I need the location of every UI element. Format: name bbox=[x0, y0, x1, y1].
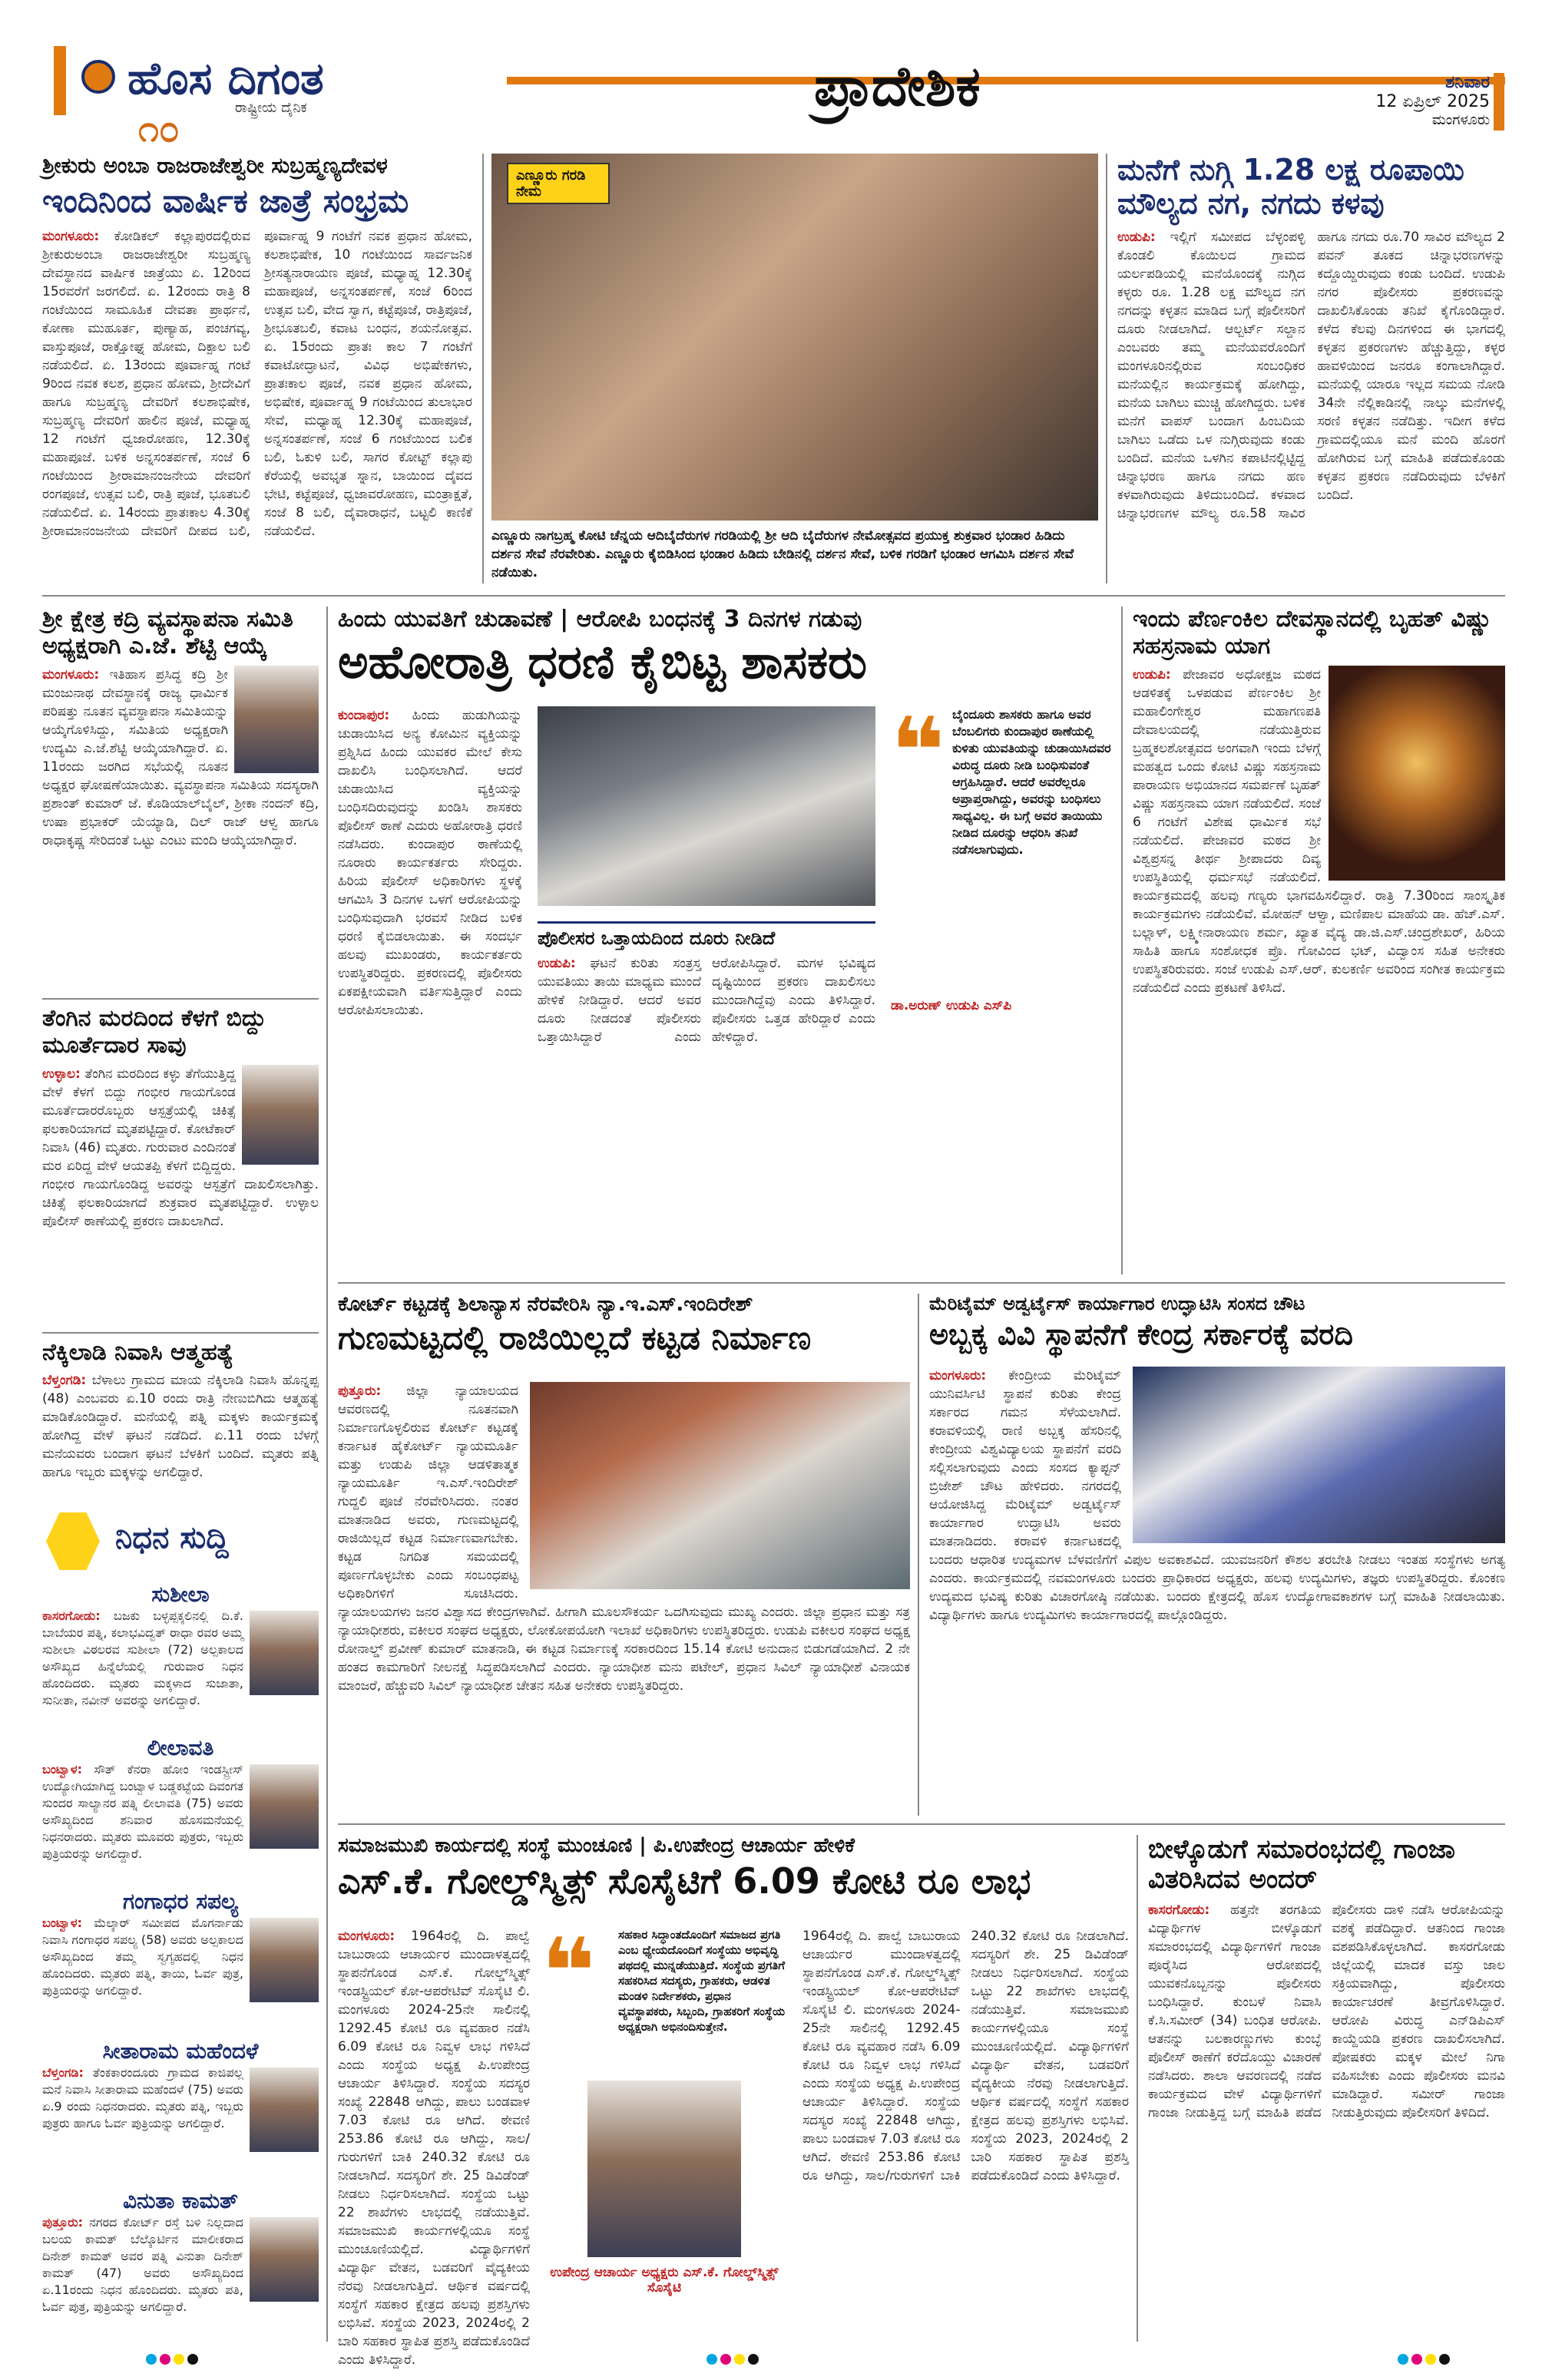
dateline: ಮಂಗಳೂರು: bbox=[929, 1368, 987, 1383]
dateline: ಪುತ್ತೂರು: bbox=[338, 1383, 382, 1399]
yellow-dot bbox=[174, 2354, 184, 2365]
quote-icon: ❝ bbox=[541, 1919, 596, 2026]
dateline: ಉಡುಪಿ: bbox=[1133, 667, 1171, 683]
quote-author: ಡಾ.ಅರುಣ್ ಉಡುಪಿ ಎಸ್‌ಪಿ bbox=[891, 998, 1012, 1013]
obituary-text: ಮೆಲ್ಕಾರ್ ಸಮೀಪದ ಮೊಗರ್ನಾಡು ನಿವಾಸಿ ಗಂಗಾಧರ ಸಪಲ್ಯ (58) ಅವರು ಅಲ್ಪಕಾಲದ ಅಸೌಖ್ಯದಿಂದ ತಮ್ಮ ಸ್ವಗೃಹದಲ್ಲಿ ನಿಧನ ಹೊಂದಿದರು. ಮೃತರು ಪತ್ನಿ, ತಾಯಿ, ಓರ್ವ ಪುತ್ರ, ಪುತ್ರಿಯರನ್ನು ಅಗಲಿದ್ದಾರೆ. bbox=[42, 1916, 243, 1998]
article-goldsmiths bbox=[338, 1834, 1129, 2368]
obituary-name: ಸೀತಾರಾಮ ಮಹೆಂದಳೆ bbox=[102, 2038, 259, 2064]
article-text: ಹಿಂದು ಹುಡುಗಿಯನ್ನು ಚುಡಾಯಿಸಿದ ಅನ್ಯ ಕೋಮಿನ ವ್ಯಕ್ತಿಯನ್ನು ಪ್ರಶ್ನಿಸಿದ ಹಿಂದು ಯುವಕರ ಮೇಲೆ ಕೇಸು ದಾಖಲಿಸಿ ಬಂಧಿಸಲಾಗಿದೆ. ಆದರೆ ಚುಡಾಯಿಸಿದ ವ್ಯಕ್ತಿಯನ್ನು ಬಂಧಿಸದಿರುವುದನ್ನು ಖಂಡಿಸಿ ಶಾಸಕರು ಪೊಲೀಸ್ ಠಾಣೆ ಎದುರು ಅಹೋರಾತ್ರಿ ಧರಣಿ ನಡೆಸಿದರು. ಕುಂದಾಪುರ ಠಾಣೆಯಲ್ಲಿ ನೂರಾರು ಕಾರ್ಯಕರ್ತರು ಸೇರಿದ್ದರು. ಹಿರಿಯ ಪೊಲೀಸ್ ಅಧಿಕಾರಿಗಳು ಸ್ಥಳಕ್ಕೆ ಆಗಮಿಸಿ 3 ದಿನಗಳ ಒಳಗೆ ಆರೋಪಿಯನ್ನು ಬಂಧಿಸುವುದಾಗಿ ಭರವಸೆ ನೀಡಿದ ಬಳಿಕ ಧರಣಿ ಕೈಬಿಡಲಾಯಿತು. ಈ ಸಂದರ್ಭ ಹಲವು ಮುಖಂಡರು, ಕಾರ್ಯಕರ್ತರು ಉಪಸ್ಥಿತರಿದ್ದರು. ಪ್ರಕರಣದಲ್ಲಿ ಪೊಲೀಸರು ಏಕಪಕ್ಷೀಯವಾಗಿ ವರ್ತಿಸುತ್ತಿದ್ದಾರೆ ಎಂದು ಆರೋಪಿಸಲಾಯಿತು. bbox=[338, 708, 522, 1018]
article-body bbox=[42, 1371, 319, 1498]
row-rule bbox=[42, 1332, 319, 1334]
date-block bbox=[1329, 73, 1490, 128]
obituary-item bbox=[42, 2038, 319, 2188]
article-headline: ತೆಂಗಿನ ಮರದಿಂದ ಕೆಳಗೆ ಬಿದ್ದು ಮೂರ್ತೆದಾರ ಸಾವು bbox=[42, 1005, 266, 1059]
edition-city: ಮಂಗಳೂರು bbox=[1431, 111, 1490, 128]
photo-tag: ಎಣ್ಣೂರು ಗರಡಿ ನೇಮ bbox=[507, 163, 610, 204]
quote-text: ಸಹಕಾರ ಸಿದ್ಧಾಂತದೊಂದಿಗೆ ಸಮಾಜದ ಪ್ರಗತಿ ಎಂಬ ಧ್ಯೇಯದೊಂದಿಗೆ ಸಂಸ್ಥೆಯು ಅಭಿವೃದ್ಧಿ ಪಥದಲ್ಲಿ ಮುನ್ನಡೆಯುತ್ತಿದೆ. ಸಂಸ್ಥೆಯ ಪ್ರಗತಿಗೆ ಸಹಕರಿಸಿದ ಸದಸ್ಯರು, ಗ್ರಾಹಕರು, ಆಡಳಿತ ಮಂಡಳಿ ನಿರ್ದೇಶಕರು, ಪ್ರಧಾನ ವ್ಯವಸ್ಥಾಪಕರು, ಸಿಬ್ಬಂದಿ, ಗ್ರಾಹಕರಿಗೆ ಸಂಸ್ಥೆಯ ಅಧ್ಯಕ್ಷರಾಗಿ ಅಭಿನಂದಿಸುತ್ತೇನೆ. bbox=[618, 1928, 786, 2034]
article-kicker: ಸಮಾಜಮುಖಿ ಕಾರ್ಯದಲ್ಲಿ ಸಂಸ್ಥೆ ಮುಂಚೂಣಿ | ಪಿ.ಉಪೇಂದ್ರ ಆಚಾರ್ಯ ಹೇಳಿಕೆ bbox=[338, 1834, 855, 1857]
quote-text: ಬೈಂದೂರು ಶಾಸಕರು ಹಾಗೂ ಅವರ ಬೆಂಬಲಿಗರು ಕುಂದಾಪುರ ಠಾಣೆಯಲ್ಲಿ ಕುಳಿತು ಯುವತಿಯನ್ನು ಚುಡಾಯಿಸಿದವರ ವಿರುದ್ಧ ದೂರು ನೀಡಿ ಬಂಧಿಸುವಂತೆ ಆಗ್ರಹಿಸಿದ್ದಾರೆ. ಆದರೆ ಅವರೆಲ್ಲರೂ ಅಪ್ರಾಪ್ತರಾಗಿದ್ದು, ಅವರನ್ನು ಬಂಧಿಸಲು ಸಾಧ್ಯವಿಲ್ಲ. ಈ ಬಗ್ಗೆ ಅವರ ತಾಯಿಯು ನೀಡಿದ ದೂರನ್ನು ಆಧರಿಸಿ ತನಿಖೆ ನಡೆಸಲಾಗುವುದು. bbox=[952, 707, 1111, 857]
obituary-photo bbox=[250, 2068, 319, 2152]
article-headline: ಶ್ರೀ ಕ್ಷೇತ್ರ ಕದ್ರಿ ವ್ಯವಸ್ಥಾಪನಾ ಸಮಿತಿ ಅಧ್ಯಕ್ಷರಾಗಿ ಎ.ಜೆ. ಶೆಟ್ಟಿ ಆಯ್ಕೆ bbox=[42, 606, 293, 659]
obituary-item bbox=[42, 1735, 319, 1889]
dateline: ಬೆಳ್ತಂಗಡಿ: bbox=[42, 2065, 84, 2080]
article-maritime bbox=[929, 1294, 1505, 1816]
article-headline: ಇಂದು ಪೆರ್ಣಂಕಿಲ ದೇವಸ್ಥಾನದಲ್ಲಿ ಬೃಹತ್ ವಿಷ್ಣು ಸಹಸ್ರನಾಮ ಯಾಗ bbox=[1133, 606, 1493, 659]
logo-name: ಹೊಸ ದಿಗಂತ bbox=[127, 52, 324, 104]
idol-photo bbox=[1329, 666, 1505, 881]
article-text-continued: 1964ರಲ್ಲಿ ದಿ. ಪಾಲ್ವೆ ಬಾಬುರಾಯ ಆಚಾರ್ಯರ ಮುಂದಾಳತ್ವದಲ್ಲಿ ಸ್ಥಾಪನೆಗೊಂಡ ಎಸ್.ಕೆ. ಗೋಲ್ಡ್‌ಸ್ಮಿತ್ಸ್ ಇಂಡಸ್ಟ್ರಿಯಲ್ ಕೋ-ಆಪರೇಟಿವ್ ಸೊಸೈಟಿ ಲಿ. ಮಂಗಳೂರು 2024-25ನೇ ಸಾಲಿನಲ್ಲಿ 1292.45 ಕೋಟಿ ರೂ ವ್ಯವಹಾರ ನಡೆಸಿ 6.09 ಕೋಟಿ ರೂ ನಿವ್ವಳ ಲಾಭ ಗಳಿಸಿದೆ ಎಂದು ಸಂಸ್ಥೆಯ ಅಧ್ಯಕ್ಷ ಪಿ.ಉಪೇಂದ್ರ ಆಚಾರ್ಯ ತಿಳಿಸಿದ್ದಾರೆ. ಸಂಸ್ಥೆಯ ಸದಸ್ಯರ ಸಂಖ್ಯೆ 22848 ಆಗಿದ್ದು, ಪಾಲು ಬಂಡವಾಳ 7.03 ಕೋಟಿ ರೂ ಆಗಿದೆ. ಠೇವಣಿ 253.86 ಕೋಟಿ ರೂ ಆಗಿದ್ದು, ಸಾಲ/ಗುರುಗಳಿಗೆ ಬಾಕಿ 240.32 ಕೋಟಿ ರೂ ನೀಡಲಾಗಿದೆ. ಸದಸ್ಯರಿಗೆ ಶೇ. 25 ಡಿವಿಡೆಂಡ್ ನೀಡಲು ನಿರ್ಧರಿಸಲಾಗಿದೆ. ಸಂಸ್ಥೆಯ ಒಟ್ಟು 22 ಶಾಖೆಗಳು ಲಾಭದಲ್ಲಿ ನಡೆಯುತ್ತಿವೆ. ಸಮಾಜಮುಖಿ ಕಾರ್ಯಗಳಲ್ಲಿಯೂ ಸಂಸ್ಥೆ ಮುಂಚೂಣಿಯಲ್ಲಿದೆ. ವಿದ್ಯಾರ್ಥಿಗಳಿಗೆ ವಿದ್ಯಾರ್ಥಿ ವೇತನ, ಬಡವರಿಗೆ ವೈದ್ಯಕೀಯ ನೆರವು ನೀಡಲಾಗುತ್ತಿದೆ. ಆರ್ಥಿಕ ವರ್ಷದಲ್ಲಿ ಸಂಸ್ಥೆಗೆ ಸಹಕಾರ ಕ್ಷೇತ್ರದ ಹಲವು ಪ್ರಶಸ್ತಿಗಳು ಲಭಿಸಿವೆ. ಸಂಸ್ಥೆಯ 2023, 2024ರಲ್ಲಿ 2 ಬಾರಿ ಸಹಕಾರ ಸ್ಥಾಪಿತ ಪ್ರಶಸ್ತಿ ಪಡೆದುಕೊಂಡಿದೆ ಎಂದು ತಿಳಿಸಿದ್ದಾರೆ. bbox=[802, 1929, 1129, 2183]
article-text: ಹತ್ತನೇ ತರಗತಿಯ ವಿದ್ಯಾರ್ಥಿಗಳ ಬೀಳ್ಕೊಡುಗೆ ಸಮಾರಂಭದಲ್ಲಿ ವಿದ್ಯಾರ್ಥಿಗಳಿಗೆ ಗಾಂಜಾ ಪೂರೈಸಿದ ಆರೋಪದಲ್ಲಿ ಯುವಕನೊಬ್ಬನನ್ನು ಪೊಲೀಸರು ಬಂಧಿಸಿದ್ದಾರೆ. ಕುಂಬಳೆ ನಿವಾಸಿ ಕೆ.ಸಿ.ಸಮೀರ್ (34) ಬಂಧಿತ ಆರೋಪಿ. ಆತನನ್ನು ಬಲಕಾರಣ್ಣುಗಳು ಕುಂಬ್ಳೆ ಪೊಲೀಸ್ ಠಾಣೆಗೆ ಕರೆದೊಯ್ದು ವಿಚಾರಣೆ ನಡೆಸಿದರು. ಶಾಲಾ ಆವರಣದಲ್ಲಿ ನಡೆದ ಕಾರ್ಯಕ್ರಮದ ವೇಳೆ ವಿದ್ಯಾರ್ಥಿಗಳಿಗೆ ಗಾಂಜಾ ನೀಡುತ್ತಿದ್ದ ಬಗ್ಗೆ ಮಾಹಿತಿ ಪಡೆದ ಪೊಲೀಸರು ದಾಳಿ ನಡೆಸಿ ಆರೋಪಿಯನ್ನು ವಶಕ್ಕೆ ಪಡೆದಿದ್ದಾರೆ. ಆತನಿಂದ ಗಾಂಜಾ ವಶಪಡಿಸಿಕೊಳ್ಳಲಾಗಿದೆ. ಕಾಸರಗೋಡು ಜಿಲ್ಲೆಯಲ್ಲಿ ಮಾದಕ ವಸ್ತು ಜಾಲ ಸಕ್ರಿಯವಾಗಿದ್ದು, ಪೊಲೀಸರು ಕಾರ್ಯಾಚರಣೆ ತೀವ್ರಗೊಳಿಸಿದ್ದಾರೆ. ಆರೋಪಿ ವಿರುದ್ಧ ಎನ್‌ಡಿಪಿಎಸ್ ಕಾಯ್ದೆಯಡಿ ಪ್ರಕರಣ ದಾಖಲಿಸಲಾಗಿದೆ. ಪೋಷಕರು ಮಕ್ಕಳ ಮೇಲೆ ನಿಗಾ ವಹಿಸಬೇಕು ಎಂದು ಪೊಲೀಸರು ಮನವಿ ಮಾಡಿದ್ದಾರೆ. ಸಮೀರ್ ಗಾಂಜಾ ನೀಡುತ್ತಿರುವುದು ಪೊಲೀಸರಿಗೆ ತಿಳಿದಿದೆ. bbox=[1148, 1902, 1505, 2121]
obituary-item bbox=[42, 2188, 319, 2338]
article-garadi-photo bbox=[491, 154, 1098, 583]
dateline: ಕುಂದಾಪುರ: bbox=[338, 708, 390, 723]
article-kicker: ಹಿಂದು ಯುವತಿಗೆ ಚುಡಾವಣೆ | ಆರೋಪಿ ಬಂಧನಕ್ಕೆ 3 ದಿನಗಳ ಗಡುವು bbox=[338, 606, 862, 633]
dateline: ಉಡುಪಿ: bbox=[1117, 230, 1156, 246]
article-body-left bbox=[338, 706, 522, 1267]
registration-marks-left bbox=[146, 2353, 201, 2368]
column-rule bbox=[482, 154, 484, 583]
article-suicide bbox=[42, 1340, 319, 1501]
obituary-text: ನಗರದ ಕೋರ್ಟ್ ರಸ್ತೆ ಬಳಿ ನಿಲ್ಲದಾದ ಬಲಯ ಕಾಮತ್ ಬೆಲ್ಕೊರ್ಟಿನ ಮಾಲೀಕರಾದ ದಿನೇಶ್ ಕಾಮತ್ ಅವರ ಪತ್ನಿ ವಿನುತಾ ದಿನೇಶ್ ಕಾಮತ್ (47) ಅವರು ಅಸೌಖ್ಯದಿಂದ ಏ.11ರಂದು ನಿಧನ ಹೊಂದಿದರು. ಮೃತರು ಪತಿ, ಓರ್ವ ಪುತ್ರ, ಪುತ್ರಿಯನ್ನು ಅಗಲಿದ್ದಾರೆ. bbox=[42, 2215, 243, 2314]
article-headline: ಬೀಳ್ಕೊಡುಗೆ ಸಮಾರಂಭದಲ್ಲಿ ಗಾಂಜಾ ವಿತರಿಸಿದವ ಅಂದರ್ bbox=[1148, 1834, 1455, 1896]
article-headline: ಅಬ್ಬಕ್ಕ ವಿವಿ ಸ್ಥಾಪನೆಗೆ ಕೇಂದ್ರ ಸರ್ಕಾರಕ್ಕೆ ವರದಿ bbox=[929, 1317, 1353, 1351]
dateline: ಬೆಳ್ತಂಗಡಿ: bbox=[42, 1372, 87, 1388]
black-dot bbox=[1439, 2354, 1450, 2365]
obituary-photo bbox=[250, 1764, 319, 1849]
quote-box bbox=[541, 1919, 787, 2338]
logo-icon bbox=[81, 60, 115, 94]
quote-icon: ❝ bbox=[891, 699, 945, 805]
issue-date: 12 ಏಪ್ರಿಲ್ 2025 bbox=[1375, 92, 1490, 111]
article-headline: ಎಸ್.ಕೆ. ಗೋಲ್ಡ್‌ಸ್ಮಿತ್ಸ್ ಸೊಸೈಟಿಗೆ 6.09 ಕೋಟಿ ರೂ ಲಾಭ bbox=[338, 1859, 1031, 1902]
quote-box bbox=[891, 699, 1113, 1044]
protest-photo bbox=[538, 706, 875, 906]
article-ganja-arrest bbox=[1148, 1835, 1505, 2342]
black-dot bbox=[187, 2354, 198, 2365]
article-toddy-tapper bbox=[42, 1006, 319, 1328]
article-headline: ಮನೆಗೆ ನುಗ್ಗಿ 1.28 ಲಕ್ಷ ರೂಪಾಯಿ ಮೌಲ್ಯದ ನಗ, ನಗದು ಕಳವು bbox=[1117, 153, 1464, 220]
obituary-text: ಬಜಕು ಬಳ್ಳಪ್ಪಕ್ಕಲಿನಲ್ಲಿ ದಿ.ಕೆ. ಬಾಬೆಯರ ಪತ್ನಿ, ಕಲಾಭವಿದ್ವತ್ ರಾಧಾ ರವರ ಅಮ್ಮ ಸುಶೀಲಾ ವಿಠಲರವ ಸುಶೀಲಾ (72) ಅಲ್ಪಕಾಲದ ಅಸೌಖ್ಯದ ಹಿನ್ನೆಲೆಯಲ್ಲಿ ಗುರುವಾರ ನಿಧನ ಹೊಂದಿದರು. ಮೃತರು ಮಕ್ಕಳಾದ ಸುಜಾತಾ, ಸುನೀತಾ, ನವೀನ್ ಅವರನ್ನು ಅಗಲಿದ್ದಾರೆ. bbox=[42, 1608, 243, 1707]
obituary-item bbox=[42, 1889, 319, 2038]
registration-marks-right bbox=[1398, 2353, 1453, 2368]
article-headline: ಅಹೋರಾತ್ರಿ ಧರಣಿ ಕೈಬಿಟ್ಟ ಶಾಸಕರು bbox=[338, 635, 868, 689]
article-text: ಕೋಡಿಕಲ್ ಕಲ್ಲಾಪುರದಲ್ಲಿರುವ ಶ್ರೀಕುರುಅಂಬಾ ರಾಜರಾಜೇಶ್ವರೀ ಸುಬ್ರಹ್ಮಣ್ಯ ದೇವಸ್ಥಾನದ ವಾರ್ಷಿಕ ಜಾತ್ರೆಯು ಏ. 12ರಿಂದ 15ರವರೆಗೆ ಜರಗಲಿದೆ. ಏ. 12ರಂದು ರಾತ್ರಿ 8 ಗಂಟೆಯಿಂದ ಸಾಮೂಹಿಕ ದೇವತಾ ಪ್ರಾರ್ಥನೆ, ಕೋಣಾ ಮುಹೂರ್ತ, ಪುಣ್ಯಾಹ, ಪಂಚಗವ್ಯ, ವಾಸ್ತುಪೂಜೆ, ರಾಕ್ಷೋಘ್ನ ಹೋಮ, ದಿಕ್ಪಾಲ ಬಲಿ ನಡೆಯಲಿದೆ. ಏ. 13ರಂದು ಪೂರ್ವಾಹ್ನ ಗಂಟೆ 9ರಿಂದ ನವಕ ಕಲಶ, ಪ್ರಧಾನ ಹೋಮ, ಶ್ರೀದೇವಿಗೆ ಹಾಗೂ ಸುಬ್ರಹ್ಮಣ್ಯ ದೇವರಿಗೆ ಕಲಶಾಭಿಷೇಕ, ಸುಬ್ರಹ್ಮಣ್ಯ ದೇವರಿಗೆ ಹಾಲಿನ ಪೂಜೆ, ಮಧ್ಯಾಹ್ನ 12 ಗಂಟೆಗೆ ಧ್ವಜಾರೋಹಣ, 12.30ಕ್ಕೆ ಮಹಾಪೂಜೆ. ಬಳಿಕ ಅನ್ನಸಂತರ್ಪಣೆ, ಸಂಜೆ 6 ಗಂಟೆಯಿಂದ ಶ್ರೀರಾಮಾನಂಜನೇಯ ದೇವರಿಗೆ ರಂಗಪೂಜೆ, ಉತ್ಸವ ಬಲಿ, ರಾತ್ರಿ ಪೂಜೆ, ಭೂತಬಲಿ ನಡೆಯಲಿದೆ. ಏ. 14ರಂದು ಪ್ರಾತಃಕಾಲ 4.30ಕ್ಕೆ ಶ್ರೀರಾಮಾನಂಜನೇಯ ದೇವರಿಗೆ ದೀಪದ ಬಲಿ, ಪೂರ್ವಾಹ್ನ 9 ಗಂಟೆಗೆ ನವಕ ಪ್ರಧಾನ ಹೋಮ, ಕಲಶಾಭಿಷೇಕ, 10 ಗಂಟೆಯಿಂದ ಸಾರ್ವಜನಿಕ ಶ್ರೀಸತ್ಯನಾರಾಯಣ ಪೂಜೆ, ಮಧ್ಯಾಹ್ನ 12.30ಕ್ಕೆ ಮಹಾಪೂಜೆ, ಅನ್ನಸಂತರ್ಪಣೆ, ಸಂಜೆ 6ರಿಂದ ಉತ್ಸವ ಬಲಿ, ವೇದ ಸ್ವಾಗ, ಕಟ್ಟೆಪೂಜೆ, ರಾತ್ರಿಪೂಜೆ, ಶ್ರೀಭೂತಬಲಿ, ಕವಾಟ ಬಂಧನ, ಶಯನೋತ್ಸವ. ಏ. 15ರಂದು ಪ್ರಾತಃ ಕಾಲ 7 ಗಂಟೆಗೆ ಕವಾಟೋದ್ಘಾಟನೆ, ವಿವಿಧ ಅಭಿಷೇಕಗಳು, ಪ್ರಾತಃಕಾಲ ಪೂಜೆ, ನವಕ ಪ್ರಧಾನ ಹೋಮ, ಅಭಿಷೇಕ, ಪೂರ್ವಾಹ್ನ 9 ಗಂಟೆಯಿಂದ ತುಲಾಭಾರ ಸೇವೆ, ಮಧ್ಯಾಹ್ನ 12.30ಕ್ಕೆ ಮಹಾಪೂಜೆ, ಅನ್ನಸಂತರ್ಪಣೆ, ಸಂಜೆ 6 ಗಂಟೆಯಿಂದ ಬಲಿಕ ಬಲಿ, ಓಕುಳಿ ಬಲಿ, ಸಾಗರ ಕೋಟ್ಟ್ ಕಲ್ಲಾಪು ಕೆರೆಯಲ್ಲಿ ಅವಭೃತ ಸ್ನಾನ, ಬಾಯಿಂದ ದೈವದ ಭೇಟಿ, ಕಟ್ಟೆಪೂಜೆ, ಧ್ವಜಾವರೋಹಣ, ಮಂತ್ರಾಕ್ಷತೆ, ಸಂಜೆ 8 ಬಲಿ, ದೈವಾರಾಧನೆ, ಬಟ್ಟಲಿ ಕಾಣಿಕೆ ನಡೆಯಲಿದೆ. bbox=[42, 229, 472, 540]
article-text: ಇತಿಹಾಸ ಪ್ರಸಿದ್ಧ ಕದ್ರಿ ಶ್ರೀ ಮಂಜುನಾಥ ದೇವಸ್ಥಾನಕ್ಕೆ ರಾಜ್ಯ ಧಾರ್ಮಿಕ ಪರಿಷತ್ತು ನೂತನ ವ್ಯವಸ್ಥಾಪನಾ ಸಮಿತಿಯನ್ನು ಆಯ್ಕೆಗೊಳಿಸಿದ್ದು, ಸಮಿತಿಯ ಅಧ್ಯಕ್ಷರಾಗಿ ಉದ್ಯಮಿ ಎ.ಜೆ.ಶೆಟ್ಟಿ ಆಯ್ಕೆಯಾಗಿದ್ದಾರೆ. ಏ. 11ರಂದು ಜರಗಿದ ಸಭೆಯಲ್ಲಿ ನೂತನ ಅಧ್ಯಕ್ಷರ ಘೋಷಣೆಯಾಯಿತು. ವ್ಯವಸ್ಥಾಪನಾ ಸಮಿತಿಯ ಸದಸ್ಯರಾಗಿ ಪ್ರಶಾಂತ್ ಕುಮಾರ್ ಜೆ. ಕೊಡಿಯಾಲ್‌ಬೈಲ್, ಶ್ರೀಕಾ ನಂದನ್ ಕದ್ರಿ, ಉಷಾ ಪ್ರಭಾಕರ್ ಯೆಯ್ಯಾಡಿ, ದಿಲ್ ರಾಜ್ ಆಳ್ವ ಹಾಗೂ ರಾಧಾಕೃಷ್ಣ ಸೇರಿದಂತೆ ಒಟ್ಟು ಎಂಟು ಮಂದಿ ಆಯ್ಕೆಯಾಗಿದ್ದಾರೆ. bbox=[42, 667, 319, 848]
column-rule bbox=[918, 1294, 919, 1816]
photo-caption: ಎಣ್ಣೂರು ನಾಗಬ್ರಹ್ಮ ಕೋಟಿ ಚೆನ್ನಯ ಆದಿಬೈದೆರುಗಳ ಗರಡಿಯಲ್ಲಿ ಶ್ರೀ ಆದಿ ಬೈದೆರುಗಳ ನೇಮೋತ್ಸವದ ಪ್ರಯುಕ್ತ ಶುಕ್ರವಾರ ಭಂಡಾರ ಹಿಡಿದು ದರ್ಶನ ಸೇವೆ ನೆರವೇರಿತು. ಎಣ್ಣೂರು ಕೈಬಿಡಿಸಿಂದ ಭಂಡಾರ ಹಿಡಿದು ಬೇಡಿನಲ್ಲಿ ದರ್ಶನ ಸೇವೆ, ಬಳಿಕ ಗರಡಿಗೆ ಭಂಡಾರ ಆಗಮಿಸಿ ದರ್ಶನ ಸೇವೆ ನಡೆಯಿತು. bbox=[491, 528, 1074, 580]
dateline: ಬಂಟ್ವಾಳ: bbox=[42, 1916, 82, 1930]
article-text: ಬೆಳಾಲು ಗ್ರಾಮದ ಮಾಯ ನೆಕ್ಕಿಲಾಡಿ ನಿವಾಸಿ ಹೊನ್ನಪ್ಪ (48) ಎಂಬವರು ಏ.10 ರಂದು ರಾತ್ರಿ ನೇಣುಬಿಗಿದು ಆತ್ಮಹತ್ಯೆ ಮಾಡಿಕೊಂಡಿದ್ದಾರೆ. ಮನೆಯಲ್ಲಿ ಪತ್ನಿ ಮಕ್ಕಳು ಕಾರ್ಯಕ್ರಮಕ್ಕೆ ಹೋಗಿದ್ದ ವೇಳೆ ಘಟನೆ ನಡೆದಿದೆ. ಏ.11 ರಂದು ಬೆಳಗ್ಗೆ ಮನೆಯವರು ಬಂದಾಗ ಘಟನೆ ಬೆಳಕಿಗೆ ಬಂದಿದೆ. ಮೃತರು ಪತ್ನಿ ಹಾಗೂ ಇಬ್ಬರು ಮಕ್ಕಳನ್ನು ಅಗಲಿದ್ದಾರೆ. bbox=[42, 1372, 319, 1480]
cyan-dot bbox=[1398, 2354, 1408, 2365]
article-theft bbox=[1117, 154, 1505, 583]
cyan-dot bbox=[706, 2354, 717, 2365]
obituary-name: ಗಂಗಾಧರ ಸಪಲ್ಯ bbox=[122, 1889, 239, 1914]
logo-banner bbox=[54, 46, 419, 115]
registration-marks-center bbox=[706, 2353, 762, 2368]
article-vishnu-yaga bbox=[1133, 607, 1505, 1274]
obituary-name: ಸುಶೀಲಾ bbox=[151, 1582, 210, 1607]
section-title: ಪ್ರಾದೇಶಿಕ bbox=[814, 54, 981, 118]
temple-photo bbox=[491, 154, 1098, 521]
article-body bbox=[42, 227, 472, 565]
article-court-building bbox=[338, 1294, 910, 1816]
article-text: ಜಿಲ್ಲಾ ನ್ಯಾಯಾಲಯದ ಆವರಣದಲ್ಲಿ ನೂತನವಾಗಿ ನಿರ್ಮಾಣಗೊಳ್ಳಲಿರುವ ಕೋರ್ಟ್ ಕಟ್ಟಡಕ್ಕೆ ಕರ್ನಾಟಕ ಹೈಕೋರ್ಟ್ ನ್ಯಾಯಮೂರ್ತಿ ಮತ್ತು ಉಡುಪಿ ಜಿಲ್ಲಾ ಆಡಳಿತಾತ್ಮಕ ನ್ಯಾಯಮೂರ್ತಿ ಇ.ಎಸ್.ಇಂದಿರೇಶ್ ಗುದ್ದಲಿ ಪೂಜೆ ನೆರವೇರಿಸಿದರು. ನಂತರ ಮಾತನಾಡಿದ ಅವರು, ಗುಣಮಟ್ಟದಲ್ಲಿ ರಾಜಿಯಿಲ್ಲದೆ ಕಟ್ಟಡ ನಿರ್ಮಾಣವಾಗಬೇಕು. ಕಟ್ಟಡ ನಿಗದಿತ ಸಮಯದಲ್ಲಿ ಪೂರ್ಣಗೊಳ್ಳಬೇಕು ಎಂದು ಸಂಬಂಧಪಟ್ಟ ಅಧಿಕಾರಿಗಳಿಗೆ ಸೂಚಿಸಿದರು. ನ್ಯಾಯಾಲಯಗಳು ಜನರ ವಿಶ್ವಾಸದ ಕೇಂದ್ರಗಳಾಗಿವೆ. ಹೀಗಾಗಿ ಮೂಲಸೌಕರ್ಯ ಒದಗಿಸುವುದು ಮುಖ್ಯ ಎಂದರು. ಜಿಲ್ಲಾ ಪ್ರಧಾನ ಮತ್ತು ಸತ್ರ ನ್ಯಾಯಾಧೀಶರು, ವಕೀಲರ ಸಂಘದ ಅಧ್ಯಕ್ಷರು, ಲೋಕೋಪಯೋಗಿ ಇಲಾಖೆ ಅಧಿಕಾರಿಗಳು ಉಪಸ್ಥಿತರಿದ್ದರು. ಉಡುಪಿ ವಕೀಲರ ಸಂಘದ ಅಧ್ಯಕ್ಷ ರೋನಾಲ್ಡ್ ಪ್ರವೀಣ್ ಕುಮಾರ್ ಮಾತನಾಡಿ, ಈ ಕಟ್ಟಡ ನಿರ್ಮಾಣಕ್ಕೆ ಸರಕಾರದಿಂದ 15.14 ಕೋಟಿ ಅನುದಾನ ಬಿಡುಗಡೆಯಾಗಿದೆ. 2 ನೇ ಹಂತದ ಕಾಮಗಾರಿಗೆ ನೀಲನಕ್ಷೆ ಸಿದ್ಧಪಡಿಸಲಾಗಿದೆ ಎಂದರು. ನ್ಯಾಯಾಧೀಶ ಮನು ಪಟೇಲ್, ಪ್ರಧಾನ ಸಿವಿಲ್ ನ್ಯಾಯಾಧೀಶೆ ವಿನಾಯಕ ಮಾಂಜರೆ, ಹೆಚ್ಚುವರಿ ಸಿವಿಲ್ ನ್ಯಾಯಾಧೀಶ ಚೇತನ ಸಹಿತ ಅನೇಕರು ಉಪಸ್ಥಿತರಿದ್ದರು. bbox=[338, 1383, 910, 1694]
column-rule bbox=[1121, 607, 1123, 1274]
yellow-dot bbox=[734, 2354, 745, 2365]
dateline: ಮಂಗಳೂರು: bbox=[42, 229, 100, 245]
column-rule bbox=[1106, 154, 1107, 583]
side-box bbox=[538, 921, 875, 1269]
article-text: 1964ರಲ್ಲಿ ದಿ. ಪಾಲ್ವೆ ಬಾಬುರಾಯ ಆಚಾರ್ಯರ ಮುಂದಾಳತ್ವದಲ್ಲಿ ಸ್ಥಾಪನೆಗೊಂಡ ಎಸ್.ಕೆ. ಗೋಲ್ಡ್‌ಸ್ಮಿತ್ಸ್ ಇಂಡಸ್ಟ್ರಿಯಲ್ ಕೋ-ಆಪರೇಟಿವ್ ಸೊಸೈಟಿ ಲಿ. ಮಂಗಳೂರು 2024-25ನೇ ಸಾಲಿನಲ್ಲಿ 1292.45 ಕೋಟಿ ರೂ ವ್ಯವಹಾರ ನಡೆಸಿ 6.09 ಕೋಟಿ ರೂ ನಿವ್ವಳ ಲಾಭ ಗಳಿಸಿದೆ ಎಂದು ಸಂಸ್ಥೆಯ ಅಧ್ಯಕ್ಷ ಪಿ.ಉಪೇಂದ್ರ ಆಚಾರ್ಯ ತಿಳಿಸಿದ್ದಾರೆ. ಸಂಸ್ಥೆಯ ಸದಸ್ಯರ ಸಂಖ್ಯೆ 22848 ಆಗಿದ್ದು, ಪಾಲು ಬಂಡವಾಳ 7.03 ಕೋಟಿ ರೂ ಆಗಿದೆ. ಠೇವಣಿ 253.86 ಕೋಟಿ ರೂ ಆಗಿದ್ದು, ಸಾಲ/ಗುರುಗಳಿಗೆ ಬಾಕಿ 240.32 ಕೋಟಿ ರೂ ನೀಡಲಾಗಿದೆ. ಸದಸ್ಯರಿಗೆ ಶೇ. 25 ಡಿವಿಡೆಂಡ್ ನೀಡಲು ನಿರ್ಧರಿಸಲಾಗಿದೆ. ಸಂಸ್ಥೆಯ ಒಟ್ಟು 22 ಶಾಖೆಗಳು ಲಾಭದಲ್ಲಿ ನಡೆಯುತ್ತಿವೆ. ಸಮಾಜಮುಖಿ ಕಾರ್ಯಗಳಲ್ಲಿಯೂ ಸಂಸ್ಥೆ ಮುಂಚೂಣಿಯಲ್ಲಿದೆ. ವಿದ್ಯಾರ್ಥಿಗಳಿಗೆ ವಿದ್ಯಾರ್ಥಿ ವೇತನ, ಬಡವರಿಗೆ ವೈದ್ಯಕೀಯ ನೆರವು ನೀಡಲಾಗುತ್ತಿದೆ. ಆರ್ಥಿಕ ವರ್ಷದಲ್ಲಿ ಸಂಸ್ಥೆಗೆ ಸಹಕಾರ ಕ್ಷೇತ್ರದ ಹಲವು ಪ್ರಶಸ್ತಿಗಳು ಲಭಿಸಿವೆ. ಸಂಸ್ಥೆಯ 2023, 2024ರಲ್ಲಿ 2 ಬಾರಿ ಸಹಕಾರ ಸ್ಥಾಪಿತ ಪ್ರಶಸ್ತಿ ಪಡೆದುಕೊಂಡಿದೆ ಎಂದು ತಿಳಿಸಿದ್ದಾರೆ. bbox=[338, 1929, 530, 2368]
page-number: ೧೦ bbox=[138, 107, 180, 150]
dateline: ಉಡುಪಿ: bbox=[538, 955, 576, 971]
obituary-icon bbox=[46, 1512, 100, 1570]
dateline: ಪುತ್ತೂರು: bbox=[42, 2215, 84, 2230]
obituary-text: ಸೌತ್ ಕೆನರಾ ಹೋಂ ಇಂಡಸ್ಟ್ರೀಸ್ ಉದ್ಯೋಗಿಯಾಗಿದ್ದ ಬಂಟ್ವಾಳ ಬಡ್ಡಕಟ್ಟೆಯ ದಿವಂಗತ ಸುಂದರ ಸಾಲ್ಯಾನರ ಪತ್ನಿ ಲೀಲಾವತಿ (75) ಅವರು ಅಸೌಖ್ಯದಿಂದ ಶನಿವಾರ ಹೊಸಮನೆಯಲ್ಲಿ ನಿಧನರಾದರು. ಮೃತರು ಮೂವರು ಪುತ್ರರು, ಇಬ್ಬರು ಪುತ್ರಿಯರನ್ನು ಅಗಲಿದ್ದಾರೆ. bbox=[42, 1762, 243, 1861]
magenta-dot bbox=[1411, 2354, 1422, 2365]
article-text: ಪೇಜಾವರ ಅಧೋಕ್ಷಜ ಮಠದ ಆಡಳಿತಕ್ಕೆ ಒಳಪಡುವ ಪೆರ್ಣಂಕಿಲ ಶ್ರೀ ಮಹಾಲಿಂಗೇಶ್ವರ ಮಹಾಗಣಪತಿ ದೇವಾಲಯದಲ್ಲಿ ನಡೆಯುತ್ತಿರುವ ಬ್ರಹ್ಮಕಲಶೋತ್ಸವದ ಅಂಗವಾಗಿ ಇಂದು ಬೆಳಗ್ಗೆ ಮಹತ್ವದ ಒಂದು ಕೋಟಿ ವಿಷ್ಣು ಸಹಸ್ರನಾಮ ಪಾರಾಯಣ ಅಭಿಯಾನದ ಸಮರ್ಪಣೆ ಬೃಹತ್ ವಿಷ್ಣು ಸಹಸ್ರನಾಮ ಯಾಗ ನಡೆಯಲಿದೆ. ಸಂಜೆ 6 ಗಂಟೆಗೆ ವಿಶೇಷ ಧಾರ್ಮಿಕ ಸಭೆ ನಡೆಯಲಿದೆ. ಪೇಜಾವರ ಮಠದ ಶ್ರೀ ವಿಶ್ವಪ್ರಸನ್ನ ತೀರ್ಥ ಶ್ರೀಪಾದರು ದಿವ್ಯ ಉಪಸ್ಥಿತಿಯಲ್ಲಿ ಧರ್ಮಸಭೆ ನಡೆಯಲಿದೆ. ಕಾರ್ಯಕ್ರಮದಲ್ಲಿ ಹಲವು ಗಣ್ಯರು ಭಾಗವಹಿಸಲಿದ್ದಾರೆ. ರಾತ್ರಿ 7.30ರಿಂದ ಸಾಂಸ್ಕೃತಿಕ ಕಾರ್ಯಕ್ರಮಗಳು ನಡೆಯಲಿವೆ. bbox=[1133, 667, 1505, 922]
article-text: ಇಲ್ಲಿಗೆ ಸಮೀಪದ ಬೆಳ್ಳಂಪಳ್ಳಿ ಕೊಂಡಲಿ ಕೊಯಿಲದ ಗ್ರಾಮದ ಯರ್ಲಪಡಿಯಲ್ಲಿ ಮನೆಯೊಂದಕ್ಕೆ ನುಗ್ಗಿದ ಕಳ್ಳರು ರೂ. 1.28 ಲಕ್ಷ ಮೌಲ್ಯದ ನಗ ನಗದನ್ನು ಕಳ್ಳತನ ಮಾಡಿದ ಬಗ್ಗೆ ಪೊಲೀಸರಿಗೆ ದೂರು ನೀಡಲಾಗಿದೆ. ಆಲ್ಬರ್ಟ್ ಸಲ್ದಾನ ಎಂಬವರು ತಮ್ಮ ಮನೆಯವರೊಂದಿಗೆ ಮಂಗಳೂರಿನಲ್ಲಿರುವ ಸಂಬಂಧಿಕರ ಮನೆಯಲ್ಲಿನ ಕಾರ್ಯಕ್ರಮಕ್ಕೆ ಹೋಗಿದ್ದು, ಮನೆಯ ಬಾಗಿಲು ಮುಚ್ಚಿ ಹೋಗಿದ್ದರು. ಬಳಿಕ ಮನೆಗೆ ವಾಪಸ್ ಬಂದಾಗ ಹಿಂಬದಿಯ ಬಾಗಿಲು ಒಡೆದು ಒಳ ನುಗ್ಗಿರುವುದು ಕಂಡು ಬಂದಿದೆ. ಮನೆಯ ಒಳಗಿನ ಕಪಾಟಿನಲ್ಲಿಟ್ಟಿದ್ದ ಚಿನ್ನಾಭರಣ ಹಾಗೂ ನಗದು ಹಣ ಕಳವಾಗಿರುವುದು ತಿಳಿದುಬಂದಿದೆ. ಕಳವಾದ ಚಿನ್ನಾಭರಣಗಳ ಮೌಲ್ಯ ರೂ.58 ಸಾವಿರ ಹಾಗೂ ನಗದು ರೂ.70 ಸಾವಿರ ಮೌಲ್ಯದ 2 ಪವನ್ ತೂಕದ ಚಿನ್ನಾಭರಣಗಳನ್ನು ಕದ್ದೊಯ್ದಿರುವುದು ಕಂಡು ಬಂದಿದೆ. ಉಡುಪಿ ನಗರ ಪೊಲೀಸರು ಪ್ರಕರಣವನ್ನು ದಾಖಲಿಸಿಕೊಂಡು ತನಿಖೆ ಕೈಗೊಂಡಿದ್ದಾರೆ. ಕಳೆದ ಕೆಲವು ದಿನಗಳಿಂದ ಈ ಭಾಗದಲ್ಲಿ ಕಳ್ಳತನ ಪ್ರಕರಣಗಳು ಹೆಚ್ಚುತ್ತಿದ್ದು, ಕಳ್ಳರ ಹಾವಳಿಯಿಂದ ಜನರೂ ಕಂಗಾಲಾಗಿದ್ದಾರೆ. ಮನೆಯಲ್ಲಿ ಯಾರೂ ಇಲ್ಲದ ಸಮಯ ನೋಡಿ 34ನೇ ನೆಲ್ಲಿಕಾಡಿನಲ್ಲಿ ನಾಲ್ಕು ಮನೆಗಳಲ್ಲಿ ಸರಣಿ ಕಳ್ಳತನ ನಡೆದಿತ್ತು. ಇದೀಗ ಕಳೆದ ಗ್ರಾಮದಲ್ಲಿಯೂ ಮನೆ ಮಂದಿ ಹೊರಗೆ ಹೋಗಿರುವ ಬಗ್ಗೆ ಮಾಹಿತಿ ಪಡೆದುಕೊಂಡು ಕಳ್ಳತನ ಪ್ರಕರಣ ನಡೆದಿರುವುದು ಬೆಳಕಿಗೆ ಬಂದಿದೆ. bbox=[1117, 230, 1505, 522]
date-accent-bar bbox=[1494, 73, 1504, 131]
quote-author: ಉಪೇಂದ್ರ ಆಚಾರ್ಯ ಅಧ್ಯಕ್ಷರು ಎಸ್.ಕೆ. ಗೋಲ್ಡ್‌ಸ್ಮಿತ್ಸ್ ಸೊಸೈಟಿ bbox=[550, 2265, 779, 2296]
article-kicker: ಮೆರಿಟೈಮ್ ಅಡ್ವರ್ಟೈಸ್ ಕಾರ್ಯಾಗಾರ ಉದ್ಘಾಟಿಸಿ ಸಂಸದ ಚೌಟ bbox=[929, 1293, 1305, 1314]
obituary-photo bbox=[250, 1611, 319, 1695]
article-body-right bbox=[802, 1927, 1129, 2338]
obituary-item bbox=[42, 1582, 319, 1735]
magenta-dot bbox=[160, 2354, 170, 2365]
article-kadri-president bbox=[42, 607, 319, 990]
obituary-list bbox=[42, 1582, 319, 2342]
article-text: ತೆಂಗಿನ ಮರದಿಂದ ಕಳ್ಳು ತೆಗೆಯುತ್ತಿದ್ದ ವೇಳೆ ಕೆಳಗೆ ಬಿದ್ದು ಗಂಭೀರ ಗಾಯಗೊಂಡ ಮೂರ್ತೆದಾರರೊಬ್ಬರು ಆಸ್ಪತ್ರೆಯಲ್ಲಿ ಚಿಕಿತ್ಸೆ ಫಲಕಾರಿಯಾಗದೆ ಮೃತಪಟ್ಟಿದ್ದಾರೆ. ಕೋಟೆಕಾರ್ ನಿವಾಸಿ (46) ಮೃತರು. ಗುರುವಾರ ಎಂದಿನಂತೆ ಮರ ಏರಿದ್ದ ವೇಳೆ ಆಯತಪ್ಪಿ ಕೆಳಗೆ ಬಿದ್ದಿದ್ದರು. ಗಂಭೀರ ಗಾಯಗೊಂಡಿದ್ದ ಅವರನ್ನು ಆಸ್ಪತ್ರೆಗೆ ದಾಖಲಿಸಲಾಗಿತ್ತು. ಚಿಕಿತ್ಸೆ ಫಲಕಾರಿಯಾಗದೆ ಶುಕ್ರವಾರ ಮೃತಪಟ್ಟಿದ್ದಾರೆ. ಉಳ್ಳಾಲ ಪೊಲೀಸ್ ಠಾಣೆಯಲ್ಲಿ ಪ್ರಕರಣ ದಾಖಲಾಗಿದೆ. bbox=[42, 1066, 319, 1229]
article-protest bbox=[338, 607, 1113, 1274]
box-headline: ಪೊಲೀಸರ ಒತ್ತಾಯದಿಂದ ದೂರು ನೀಡಿದೆ bbox=[538, 927, 776, 949]
portrait-photo bbox=[587, 2081, 741, 2257]
article-headline: ಇಂದಿನಿಂದ ವಾರ್ಷಿಕ ಜಾತ್ರೆ ಸಂಭ್ರಮ bbox=[42, 182, 409, 220]
row-rule bbox=[338, 1282, 1505, 1284]
dateline: ಉಳ್ಳಾಲ: bbox=[42, 1066, 81, 1082]
article-body bbox=[929, 1367, 1505, 1812]
article-kicker: ಕೋರ್ಟ್ ಕಟ್ಟಡಕ್ಕೆ ಶಿಲಾನ್ಯಾಸ ನೆರವೇರಿಸಿ ನ್ಯಾ.ಇ.ಎಸ್.ಇಂದಿರೇಶ್ bbox=[338, 1293, 753, 1316]
article-text-continued: ಮೋಹನ್ ಆಳ್ವಾ, ಮಣಿಪಾಲ ಮಾಹೆಯ ಡಾ. ಹೆಚ್.ಎಸ್. ಬಲ್ಲಾಳ್, ಲಕ್ಷ್ಮೀನಾರಾಯಣ ಶರ್ಮ, ಖ್ಯಾತ ವೈದ್ಯ ಡಾ.ಜಿ.ಎಸ್.ಚಂದ್ರಶೇಖರ್, ಹಿರಿಯ ಸಾಹಿತಿ ಹಾಗೂ ಸಂಶೋಧಕ ಪ್ರೊ. ಗೋವಿಂದ ಭಟ್, ವಿದ್ವಾಂಸ ಸಹಿತ ಅನೇಕರು ಉಪಸ್ಥಿತರಿರುವರು. ಸಂಜೆ ಉಡುಪಿ ಎಸ್.ಆರ್. ಕುಲಕರ್ಣಿ ಅವರಿಂದ ಸಂಗೀತ ಕಾರ್ಯಕ್ರಮ ನಡೆಯಲಿದೆ ಎಂದು ಪ್ರಕಟಣೆ ತಿಳಿಸಿದೆ. bbox=[1133, 907, 1505, 996]
cyan-dot bbox=[146, 2354, 157, 2365]
article-temple-festival bbox=[42, 154, 472, 583]
article-kicker: ಶ್ರೀಕುರು ಅಂಬಾ ರಾಜರಾಜೇಶ್ವರೀ ಸುಬ್ರಹ್ಮಣ್ಯದೇವಳ bbox=[42, 153, 388, 178]
obituary-label: ನಿಧನ ಸುದ್ದಿ bbox=[115, 1520, 229, 1555]
box-text: ಘಟನೆ ಕುರಿತು ಸಂತ್ರಸ್ತ ಯುವತಿಯು ತಾಯಿ ಮಾಧ್ಯಮ ಮುಂದೆ ಹೇಳಿಕೆ ನೀಡಿದ್ದಾರೆ. ಆದರೆ ಅವರ ದೂರು ನೀಡದಂತೆ ಪೊಲೀಸರು ಒತ್ತಾಯಿಸಿದ್ದಾರೆ ಎಂದು ಆರೋಪಿಸಿದ್ದಾರೆ. ಮಗಳ ಭವಿಷ್ಯದ ದೃಷ್ಟಿಯಿಂದ ಪ್ರಕರಣ ದಾಖಲಿಸಲು ಮುಂದಾಗಿದ್ದೆವು ಎಂದು ತಿಳಿಸಿದ್ದಾರೆ. ಪೊಲೀಸರು ಒತ್ತಡ ಹೇರಿದ್ದಾರೆ ಎಂದು ಹೇಳಿದ್ದಾರೆ. bbox=[538, 955, 875, 1045]
obituary-name: ಲೀಲಾವತಿ bbox=[147, 1735, 214, 1760]
row-rule bbox=[42, 595, 1505, 597]
row-rule bbox=[42, 998, 319, 1000]
portrait-photo bbox=[234, 666, 319, 773]
obituary-photo bbox=[250, 1918, 319, 2002]
article-headline: ನೆಕ್ಕಿಲಾಡಿ ನಿವಾಸಿ ಆತ್ಮಹತ್ಯೆ bbox=[42, 1339, 233, 1366]
box-body bbox=[538, 954, 875, 1261]
portrait-photo bbox=[242, 1065, 319, 1165]
obituary-name: ವಿನುತಾ ಕಾಮತ್ bbox=[122, 2188, 239, 2213]
article-body bbox=[1117, 228, 1505, 558]
logo-tagline: ರಾಷ್ಟ್ರೀಯ ದೈನಿಕ bbox=[235, 100, 307, 116]
column-rule bbox=[326, 607, 328, 2342]
masthead bbox=[31, 38, 1513, 150]
dateline: ಬಂಟ್ವಾಳ: bbox=[42, 1762, 82, 1777]
dateline: ಕಾಸರಗೋಡು: bbox=[42, 1608, 101, 1623]
obituary-text: ತೆಂಕಕಾರಂದೂರು ಗ್ರಾಮದ ಕಾಜಿಪಲ್ಲ ಮನೆ ನಿವಾಸಿ ಸೀತಾರಾಮ ಮಹೆಂದಳೆ (75) ಅವರು ಏ.9 ರಂದು ನಿಧನರಾದರು. ಮೃತರು ಪತ್ನಿ, ಇಬ್ಬರು ಪುತ್ರರು ಹಾಗೂ ಓರ್ವ ಪುತ್ರಿಯನ್ನು ಅಗಲಿದ್ದಾರೆ. bbox=[42, 2065, 243, 2130]
article-body-left bbox=[338, 1927, 530, 2368]
obituary-banner bbox=[46, 1509, 315, 1574]
dateline: ಮಂಗಳೂರು: bbox=[338, 1929, 395, 1944]
obituary-photo bbox=[250, 2217, 319, 2302]
article-body bbox=[338, 1382, 910, 1812]
article-text: ಕೇಂದ್ರೀಯ ಮೆರಿಟೈಮ್ ಯುನಿವರ್ಸಿಟಿ ಸ್ಥಾಪನೆ ಕುರಿತು ಕೇಂದ್ರ ಸರ್ಕಾರದ ಗಮನ ಸೆಳೆಯಲಾಗಿದೆ. ಕರಾವಳಿಯಲ್ಲಿ ರಾಣಿ ಅಬ್ಬಕ್ಕ ಹೆಸರಿನಲ್ಲಿ ಕೇಂದ್ರೀಯ ವಿಶ್ವವಿದ್ಯಾಲಯ ಸ್ಥಾಪನೆಗೆ ವರದಿ ಸಲ್ಲಿಸಲಾಗುವುದು ಎಂದು ಸಂಸದ ಕ್ಯಾಪ್ಟನ್ ಬ್ರಿಜೇಶ್ ಚೌಟ ಹೇಳಿದರು. ನಗರದಲ್ಲಿ ಆಯೋಜಿಸಿದ್ದ ಮೆರಿಟೈಮ್ ಅಡ್ವರ್ಟೈಸ್ ಕಾರ್ಯಾಗಾರ ಉದ್ಘಾಟಿಸಿ ಅವರು ಮಾತನಾಡಿದರು. ಕರಾವಳಿ ಕರ್ನಾಟಕದಲ್ಲಿ ಬಂದರು ಆಧಾರಿತ ಉದ್ಯಮಗಳ ಬೆಳವಣಿಗೆಗೆ ವಿಪುಲ ಅವಕಾಶವಿದೆ. ಯುವಜನರಿಗೆ ಕೌಶಲ ತರಬೇತಿ ನೀಡಲು ಇಂತಹ ಸಂಸ್ಥೆಗಳು ಅಗತ್ಯ ಎಂದರು. ಕಾರ್ಯಕ್ರಮದಲ್ಲಿ ನವಮಂಗಳೂರು ಬಂದರು ಪ್ರಾಧಿಕಾರದ ಅಧ್ಯಕ್ಷರು, ಹಲವು ಉದ್ಯಮಿಗಳು, ತಜ್ಞರು ಉಪಸ್ಥಿತರಿದ್ದರು. ಕೊಂಕಣ ಉದ್ಯಮದ ಭವಿಷ್ಯ ಕುರಿತು ವಿಚಾರಗೋಷ್ಠಿ ನಡೆಯಿತು. ಬಂದರು ಕ್ಷೇತ್ರದಲ್ಲಿ ಹೊಸ ಉದ್ಯೋಗಾವಕಾಶಗಳ ಬಗ್ಗೆ ಮಾಹಿತಿ ನೀಡಲಾಯಿತು. ವಿದ್ಯಾರ್ಥಿಗಳು ಹಾಗೂ ಉದ್ಯಮಿಗಳು ಕಾರ್ಯಾಗಾರದಲ್ಲಿ ಪಾಲ್ಗೊಂಡಿದ್ದರು. bbox=[929, 1368, 1505, 1623]
magenta-dot bbox=[720, 2354, 731, 2365]
dateline: ಕಾಸರಗೋಡು: bbox=[1148, 1902, 1210, 1919]
issue-day: ಶನಿವಾರ bbox=[1445, 73, 1490, 92]
article-body bbox=[1148, 1901, 1505, 2331]
black-dot bbox=[748, 2354, 759, 2365]
row-rule bbox=[338, 1823, 1505, 1825]
column-rule bbox=[1137, 1835, 1138, 2342]
yellow-dot bbox=[1425, 2354, 1436, 2365]
article-headline: ಗುಣಮಟ್ಟದಲ್ಲಿ ರಾಜಿಯಿಲ್ಲದೆ ಕಟ್ಟಡ ನಿರ್ಮಾಣ bbox=[338, 1318, 812, 1357]
dateline: ಮಂಗಳೂರು: bbox=[42, 667, 100, 683]
